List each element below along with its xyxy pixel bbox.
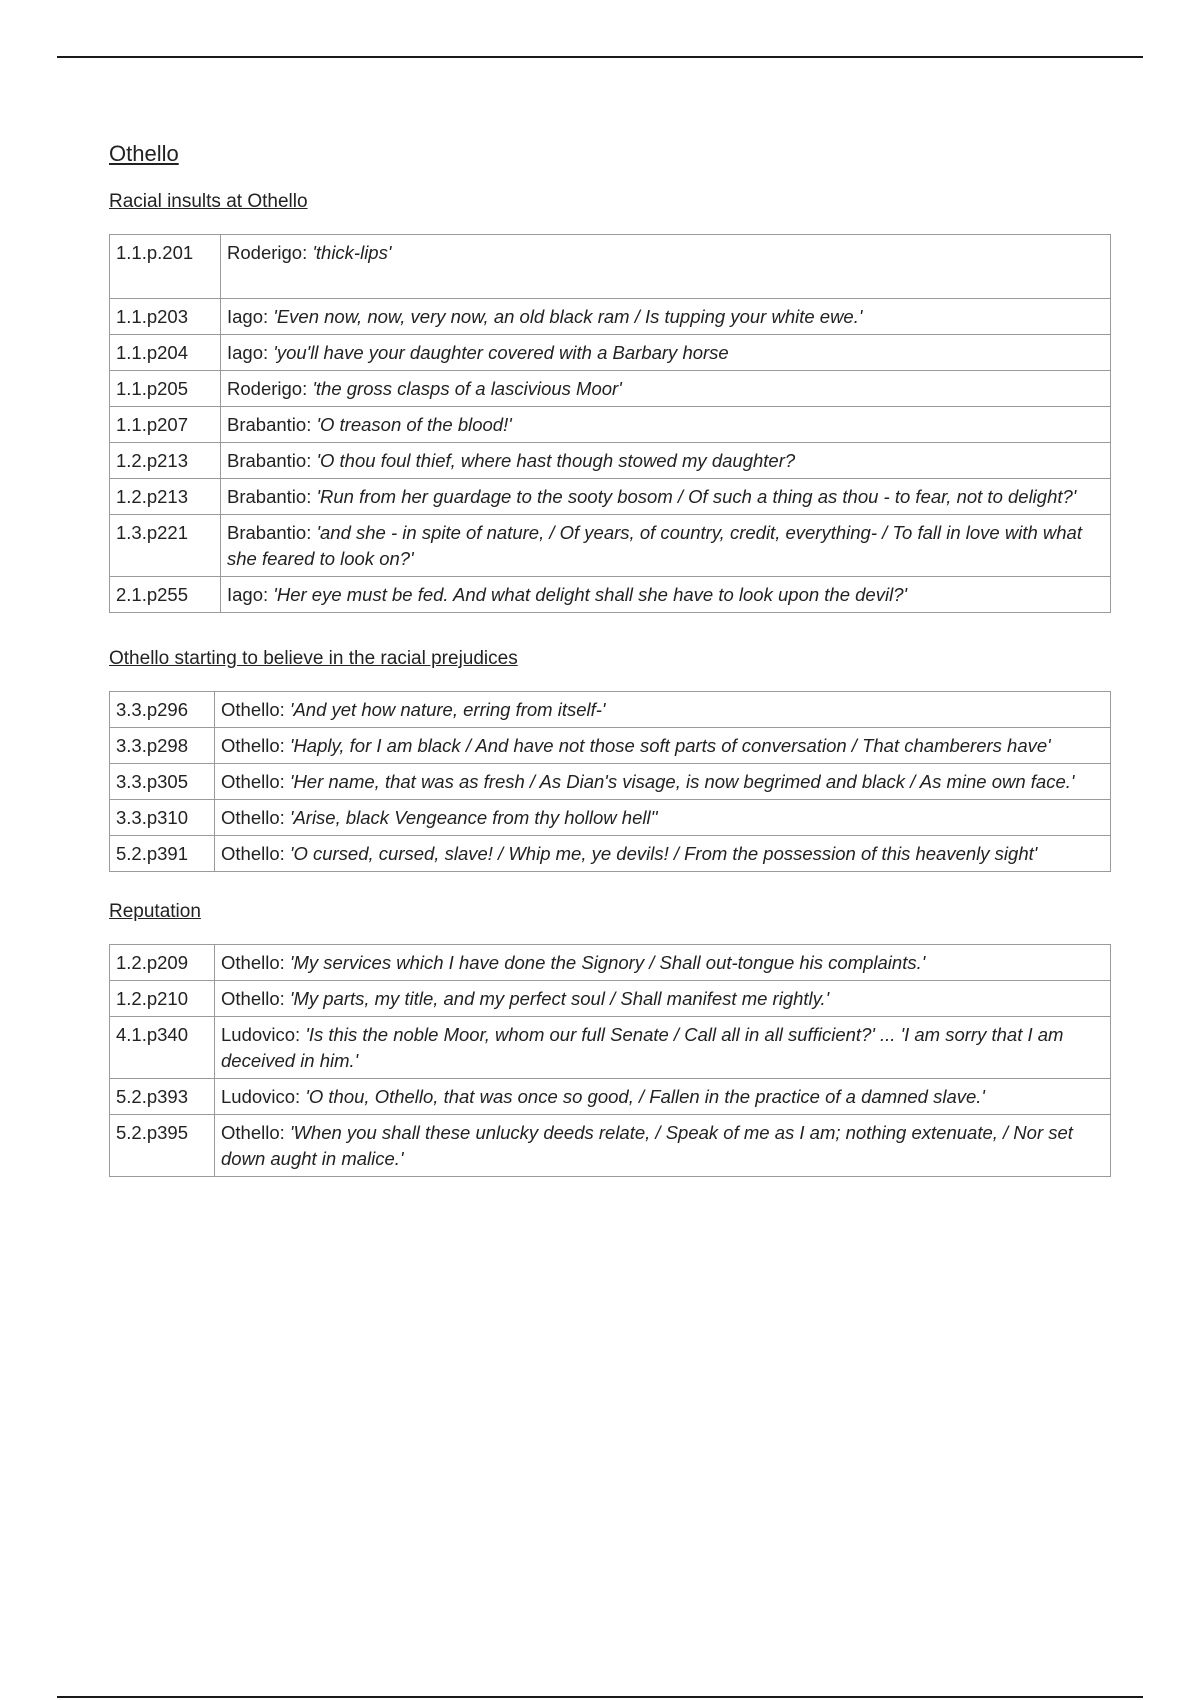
quote-text: 'And yet how nature, erring from itself-' (289, 699, 606, 720)
reference-cell: 1.3.p221 (110, 515, 221, 577)
quote-cell (215, 1115, 1111, 1177)
table-row (110, 479, 1111, 515)
speaker-name: Ludovico: (221, 1086, 301, 1107)
reference-cell: 1.1.p.201 (110, 235, 221, 299)
table-row (110, 335, 1111, 371)
quote-text: 'Is this the noble Moor, whom our full Senate / Call all in all sufficient?' ... 'I am sorry that I am deceived in him.' (221, 1024, 1064, 1071)
quote-text: 'Haply, for I am black / And have not those soft parts of conversation / That chamberers have' (289, 735, 1051, 756)
reference-cell: 2.1.p255 (110, 577, 221, 613)
quote-text: 'the gross clasps of a lascivious Moor' (312, 378, 622, 399)
speaker-name: Ludovico: (221, 1024, 301, 1045)
section-heading: Othello starting to believe in the racial prejudices (109, 648, 518, 669)
reference-cell: 3.3.p310 (110, 800, 215, 836)
section-heading: Reputation (109, 901, 201, 922)
quote-cell (215, 764, 1111, 800)
reference-cell: 5.2.p393 (110, 1079, 215, 1115)
reference-cell: 1.1.p205 (110, 371, 221, 407)
table-row (110, 692, 1111, 728)
table-row (110, 407, 1111, 443)
quote-cell (215, 981, 1111, 1017)
reference-cell: 1.2.p213 (110, 479, 221, 515)
section-racial-insults (109, 190, 1111, 613)
section-heading: Racial insults at Othello (109, 191, 308, 212)
speaker-name: Roderigo: (227, 378, 308, 399)
speaker-name: Brabantio: (227, 414, 312, 435)
speaker-name: Brabantio: (227, 486, 312, 507)
reference-cell: 1.2.p209 (110, 945, 215, 981)
quote-text: 'Run from her guardage to the sooty bosom / Of such a thing as thou - to fear, not to delight?' (316, 486, 1077, 507)
reference-cell: 1.1.p203 (110, 299, 221, 335)
quote-cell (221, 577, 1111, 613)
speaker-name: Roderigo: (227, 242, 308, 263)
table-row (110, 299, 1111, 335)
quote-text: 'My parts, my title, and my perfect soul / Shall manifest me rightly.' (289, 988, 830, 1009)
quote-cell (221, 407, 1111, 443)
speaker-name: Brabantio: (227, 522, 312, 543)
table-row (110, 371, 1111, 407)
quote-text: 'you'll have your daughter covered with a Barbary horse (273, 342, 729, 363)
quote-text: 'Her eye must be fed. And what delight shall she have to look upon the devil?' (273, 584, 908, 605)
quote-text: 'and she - in spite of nature, / Of years, of country, credit, everything- / To fall in love with what she feared to look on?' (227, 522, 1082, 569)
speaker-name: Iago: (227, 584, 269, 605)
speaker-name: Othello: (221, 807, 285, 828)
quotes-table (109, 944, 1111, 1177)
quote-cell (215, 1079, 1111, 1115)
quote-cell (221, 335, 1111, 371)
table-row (110, 981, 1111, 1017)
quote-cell (221, 299, 1111, 335)
reference-cell: 3.3.p298 (110, 728, 215, 764)
footer-rule (57, 1696, 1143, 1698)
quote-cell (215, 800, 1111, 836)
quote-text: 'Her name, that was as fresh / As Dian's visage, is now begrimed and black / As mine own face.' (289, 771, 1075, 792)
table-row (110, 1079, 1111, 1115)
reference-cell: 1.2.p210 (110, 981, 215, 1017)
quote-text: 'O thou, Othello, that was once so good, / Fallen in the practice of a damned slave.' (305, 1086, 985, 1107)
quote-cell (215, 692, 1111, 728)
speaker-name: Othello: (221, 735, 285, 756)
section-reputation (109, 900, 1111, 1177)
reference-cell: 3.3.p305 (110, 764, 215, 800)
quote-text: 'When you shall these unlucky deeds relate, / Speak of me as I am; nothing extenuate, / Nor set down aught in malice.' (221, 1122, 1073, 1169)
table-row (110, 577, 1111, 613)
table-row (110, 945, 1111, 981)
table-row (110, 515, 1111, 577)
reference-cell: 1.1.p204 (110, 335, 221, 371)
speaker-name: Iago: (227, 342, 269, 363)
quotes-table (109, 234, 1111, 613)
speaker-name: Othello: (221, 771, 285, 792)
quote-cell (215, 728, 1111, 764)
reference-cell: 3.3.p296 (110, 692, 215, 728)
quote-cell (221, 479, 1111, 515)
speaker-name: Othello: (221, 952, 285, 973)
reference-cell: 4.1.p340 (110, 1017, 215, 1079)
reference-cell: 1.1.p207 (110, 407, 221, 443)
quote-text: 'O cursed, cursed, slave! / Whip me, ye devils! / From the possession of this heavenly sight' (289, 843, 1038, 864)
reference-cell: 5.2.p395 (110, 1115, 215, 1177)
reference-cell: 1.2.p213 (110, 443, 221, 479)
quote-cell (221, 235, 1111, 299)
quote-cell (221, 371, 1111, 407)
speaker-name: Othello: (221, 843, 285, 864)
quote-text: 'My services which I have done the Signory / Shall out-tongue his complaints.' (289, 952, 926, 973)
document-body (109, 140, 1111, 1205)
table-row (110, 764, 1111, 800)
document-title: Othello (109, 141, 179, 166)
table-row (110, 1115, 1111, 1177)
speaker-name: Othello: (221, 699, 285, 720)
quotes-table (109, 691, 1111, 872)
table-row (110, 800, 1111, 836)
quote-cell (215, 945, 1111, 981)
table-row (110, 1017, 1111, 1079)
speaker-name: Othello: (221, 1122, 285, 1143)
table-row (110, 728, 1111, 764)
table-row (110, 235, 1111, 299)
speaker-name: Othello: (221, 988, 285, 1009)
speaker-name: Iago: (227, 306, 269, 327)
quote-text: 'Even now, now, very now, an old black ram / Is tupping your white ewe.' (273, 306, 863, 327)
quote-cell (221, 443, 1111, 479)
reference-cell: 5.2.p391 (110, 836, 215, 872)
header-rule (57, 56, 1143, 58)
section-believing-prejudices (109, 647, 1111, 872)
quote-text: 'O thou foul thief, where hast though stowed my daughter? (316, 450, 796, 471)
table-row (110, 836, 1111, 872)
speaker-name: Brabantio: (227, 450, 312, 471)
table-row (110, 443, 1111, 479)
quote-text: 'Arise, black Vengeance from thy hollow hell'' (289, 807, 658, 828)
quote-text: 'O treason of the blood!' (316, 414, 512, 435)
quote-cell (221, 515, 1111, 577)
quote-text: 'thick-lips' (312, 242, 392, 263)
quote-cell (215, 1017, 1111, 1079)
quote-cell (215, 836, 1111, 872)
